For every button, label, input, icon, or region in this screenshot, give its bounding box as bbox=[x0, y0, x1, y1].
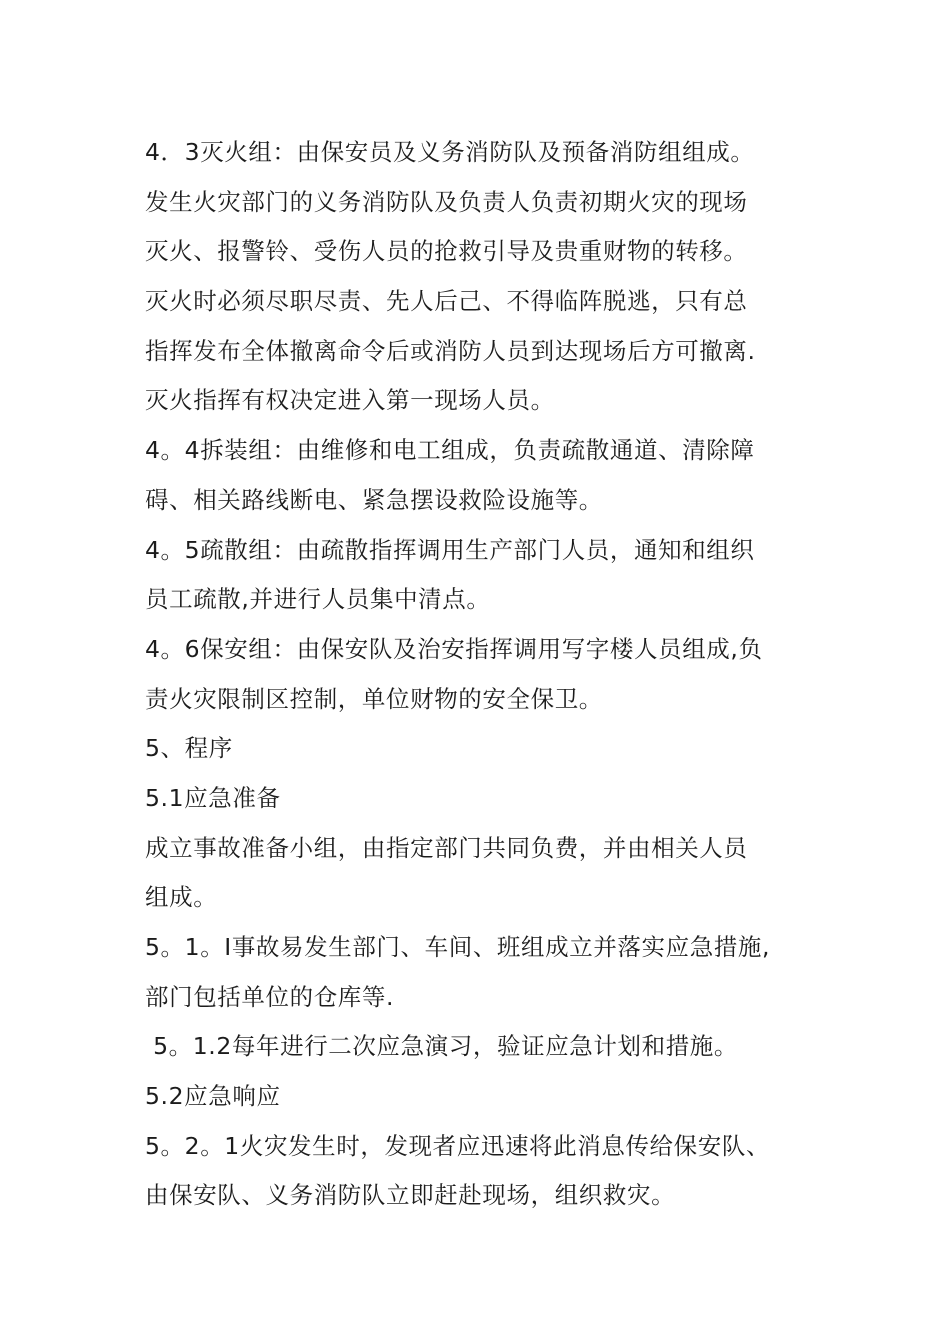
subsection-heading: 5.2应急响应 bbox=[145, 1082, 281, 1111]
text-line: 成立事故准备小组，由指定部门共同负费，并由相关人员 bbox=[145, 833, 748, 862]
text-line: 4。4拆装组：由维修和电工组成，负责疏散通道、清除障 bbox=[145, 436, 755, 465]
text-line: 碍、相关路线断电、紧急摆设救险设施等。 bbox=[145, 485, 603, 514]
text-line: 发生火灾部门的义务消防队及负责人负责初期火灾的现场 bbox=[145, 187, 748, 216]
text-line: 责火灾限制区控制，单位财物的安全保卫。 bbox=[145, 684, 603, 713]
text-line: 5。2。1火灾发生时，发现者应迅速将此消息传给保安队、 bbox=[145, 1131, 771, 1160]
text-line: 4。6保安组：由保安队及治安指挥调用写字楼人员组成,负 bbox=[145, 634, 763, 663]
section-heading: 5、程序 bbox=[145, 734, 233, 763]
text-line: 部门包括单位的仓库等. bbox=[145, 982, 395, 1011]
text-line: 员工疏散,并进行人员集中清点。 bbox=[145, 585, 491, 614]
text-line: 指挥发布全体撤离命令后或消防人员到达现场后方可撤离. bbox=[145, 336, 756, 365]
subsection-heading: 5.1应急准备 bbox=[145, 783, 281, 812]
text-line: 灭火时必须尽职尽责、先人后己、不得临阵脱逃，只有总 bbox=[145, 287, 748, 316]
text-line: 由保安队、义务消防队立即赶赴现场，组织救灾。 bbox=[145, 1181, 676, 1210]
text-line: 灭火指挥有权决定进入第一现场人员。 bbox=[145, 386, 555, 415]
text-line: 4．3灭火组：由保安员及义务消防队及预备消防组组成。 bbox=[145, 138, 755, 166]
text-line: 灭火、报警铃、受伤人员的抢救引导及贵重财物的转移。 bbox=[145, 237, 748, 266]
text-line: 4。5疏散组：由疏散指挥调用生产部门人员，通知和组织 bbox=[145, 535, 755, 564]
text-line: 5。1.2每年进行二次应急演习，验证应急计划和措施。 bbox=[145, 1032, 738, 1061]
document-body bbox=[145, 128, 825, 1221]
text-line: 5。1。I事故易发生部门、车间、班组成立并落实应急措施, bbox=[145, 933, 771, 961]
text-line: 组成。 bbox=[145, 883, 218, 912]
